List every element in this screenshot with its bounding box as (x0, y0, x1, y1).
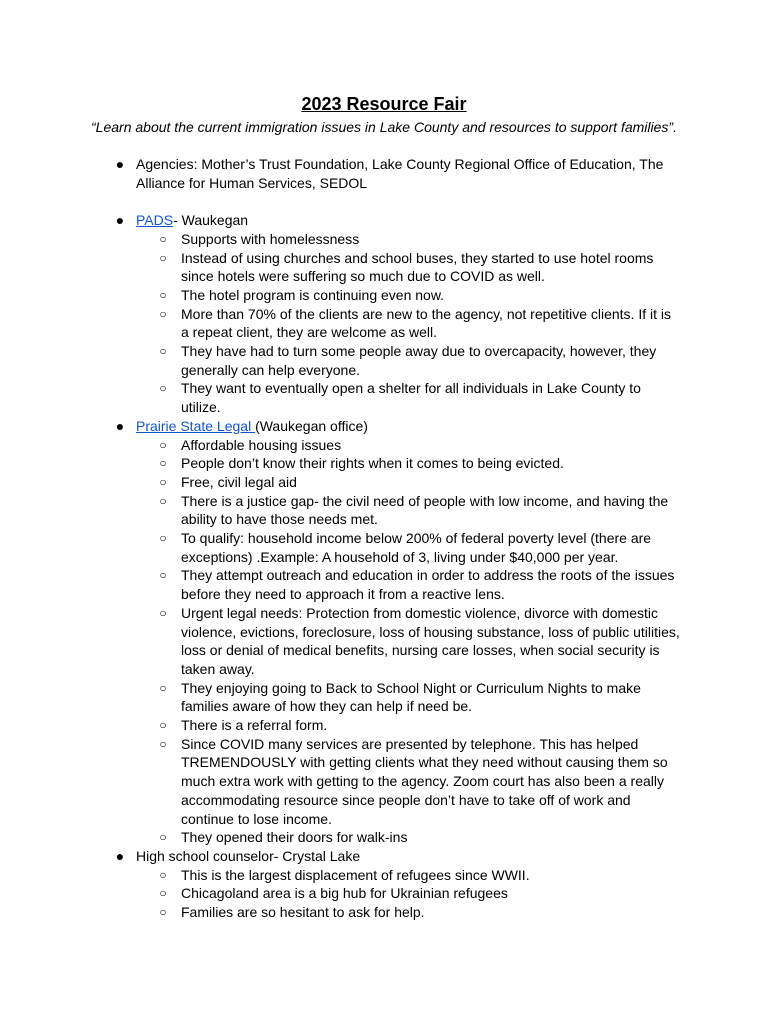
bullet-icon: ● (115, 212, 125, 229)
list-item (0, 379, 768, 416)
list-item (0, 305, 768, 342)
hollow-bullet-icon: ○ (159, 493, 167, 508)
list-item (0, 529, 768, 566)
list-item-text: Affordable housing issues (181, 436, 342, 453)
list-item (0, 342, 768, 379)
list-item (0, 866, 768, 885)
hollow-bullet-icon: ○ (159, 306, 167, 321)
pads-link[interactable]: PADS (136, 212, 174, 229)
hollow-bullet-icon: ○ (159, 905, 167, 920)
hollow-bullet-icon: ○ (159, 718, 167, 733)
list-item (0, 249, 768, 286)
list-item (0, 492, 768, 529)
list-item-text: Since COVID many services are presented by telephone. This has helped TREMENDOUSLY with getting clients what they need without causing them so much extra work with getting to the agency. Zoom court has also been a really accommodating resource since people don’t have to take off of work and continue to lose income. (181, 735, 668, 827)
hollow-bullet-icon: ○ (159, 830, 167, 845)
list-item (0, 230, 768, 249)
list-item (0, 828, 768, 847)
list-item-text: They have had to turn some people away due to overcapacity, however, they generally can help everyone. (181, 343, 657, 378)
hollow-bullet-icon: ○ (159, 287, 167, 302)
document-subtitle: “Learn about the current immigration issues in Lake County and resources to support families”. (91, 119, 677, 135)
agencies-item (0, 155, 768, 192)
document-title: 2023 Resource Fair (301, 94, 467, 114)
hollow-bullet-icon: ○ (159, 867, 167, 882)
list-item (0, 903, 768, 922)
hollow-bullet-icon: ○ (159, 886, 167, 901)
prairie-state-item (0, 417, 768, 436)
list-item-text: They enjoying going to Back to School Night or Curriculum Nights to make families aware of how they can help if need be. (181, 679, 641, 715)
hollow-bullet-icon: ○ (159, 381, 167, 396)
bullet-icon: ● (115, 156, 125, 172)
prairie-state-office: (Waukegan office) (255, 417, 368, 434)
counselor-item (0, 847, 768, 866)
list-item-text: They opened their doors for walk-ins (181, 829, 408, 846)
list-item-text: The hotel program is continuing even now. (181, 286, 445, 303)
prairie-subitems (0, 436, 768, 847)
list-item (0, 566, 768, 603)
list-item (0, 884, 768, 903)
list-item (0, 454, 768, 473)
hollow-bullet-icon: ○ (159, 456, 167, 471)
list-item-text: Chicagoland area is a big hub for Ukrainian refugees (181, 885, 508, 902)
list-item-text: People don’t know their rights when it comes to being evicted. (181, 455, 564, 472)
spacer (0, 192, 768, 211)
notes-list (0, 155, 768, 922)
list-item-text: They attempt outreach and education in order to address the roots of the issues before they need to approach it from a reactive lens. (181, 567, 675, 603)
hollow-bullet-icon: ○ (159, 231, 167, 246)
list-item-text: They want to eventually open a shelter for all individuals in Lake County to utilize. (181, 380, 641, 416)
hollow-bullet-icon: ○ (159, 437, 167, 452)
list-item-text: Supports with homelessness (181, 230, 360, 247)
counselor-text: High school counselor- Crystal Lake (136, 848, 361, 864)
list-item-text: Families are so hesitant to ask for help. (181, 904, 425, 921)
prairie-state-legal-link[interactable]: Prairie State Legal (136, 417, 256, 434)
hollow-bullet-icon: ○ (159, 250, 167, 265)
pads-item (0, 211, 768, 230)
list-item-text: To qualify: household income below 200% of federal poverty level (there are exceptions) .Example: A household of 3, living under $40,000 per year. (181, 530, 652, 565)
hollow-bullet-icon: ○ (159, 344, 167, 359)
hollow-bullet-icon: ○ (159, 736, 167, 751)
pads-subitems (0, 230, 768, 417)
hollow-bullet-icon: ○ (159, 568, 167, 583)
list-item-text: More than 70% of the clients are new to the agency, not repetitive clients. If it is a repeat client, they are welcome as well. (181, 305, 671, 341)
list-item-text: Urgent legal needs: Protection from domestic violence, divorce with domestic violence, evictions, foreclosure, loss of housing substance, loss of public utilities, loss or denial of medical benefits, nursing care losses, when social security is taken away. (181, 604, 680, 677)
list-item-text: Instead of using churches and school buses, they started to use hotel rooms since hotels were suffering so much due to COVID as well. (181, 249, 654, 285)
list-item (0, 735, 768, 829)
list-item-text: This is the largest displacement of refugees since WWII. (181, 866, 530, 883)
hollow-bullet-icon: ○ (159, 680, 167, 695)
bullet-icon: ● (115, 848, 125, 864)
counselor-subitems (0, 866, 768, 922)
list-item-text: Free, civil legal aid (181, 473, 297, 490)
pads-location: - Waukegan (173, 212, 249, 229)
list-item-text: There is a justice gap- the civil need of people with low income, and having the ability to have those needs met. (181, 492, 669, 528)
list-item (0, 286, 768, 305)
list-item (0, 679, 768, 716)
hollow-bullet-icon: ○ (159, 474, 167, 489)
agencies-text: Agencies: Mother’s Trust Foundation, Lake County Regional Office of Education, The Alliance for Human Services, SEDOL (136, 156, 664, 191)
bullet-icon: ● (115, 417, 125, 434)
list-item (0, 604, 768, 679)
list-item (0, 436, 768, 455)
list-item-text: There is a referral form. (181, 717, 328, 734)
hollow-bullet-icon: ○ (159, 605, 167, 620)
list-item (0, 473, 768, 492)
hollow-bullet-icon: ○ (159, 531, 167, 546)
list-item (0, 716, 768, 735)
